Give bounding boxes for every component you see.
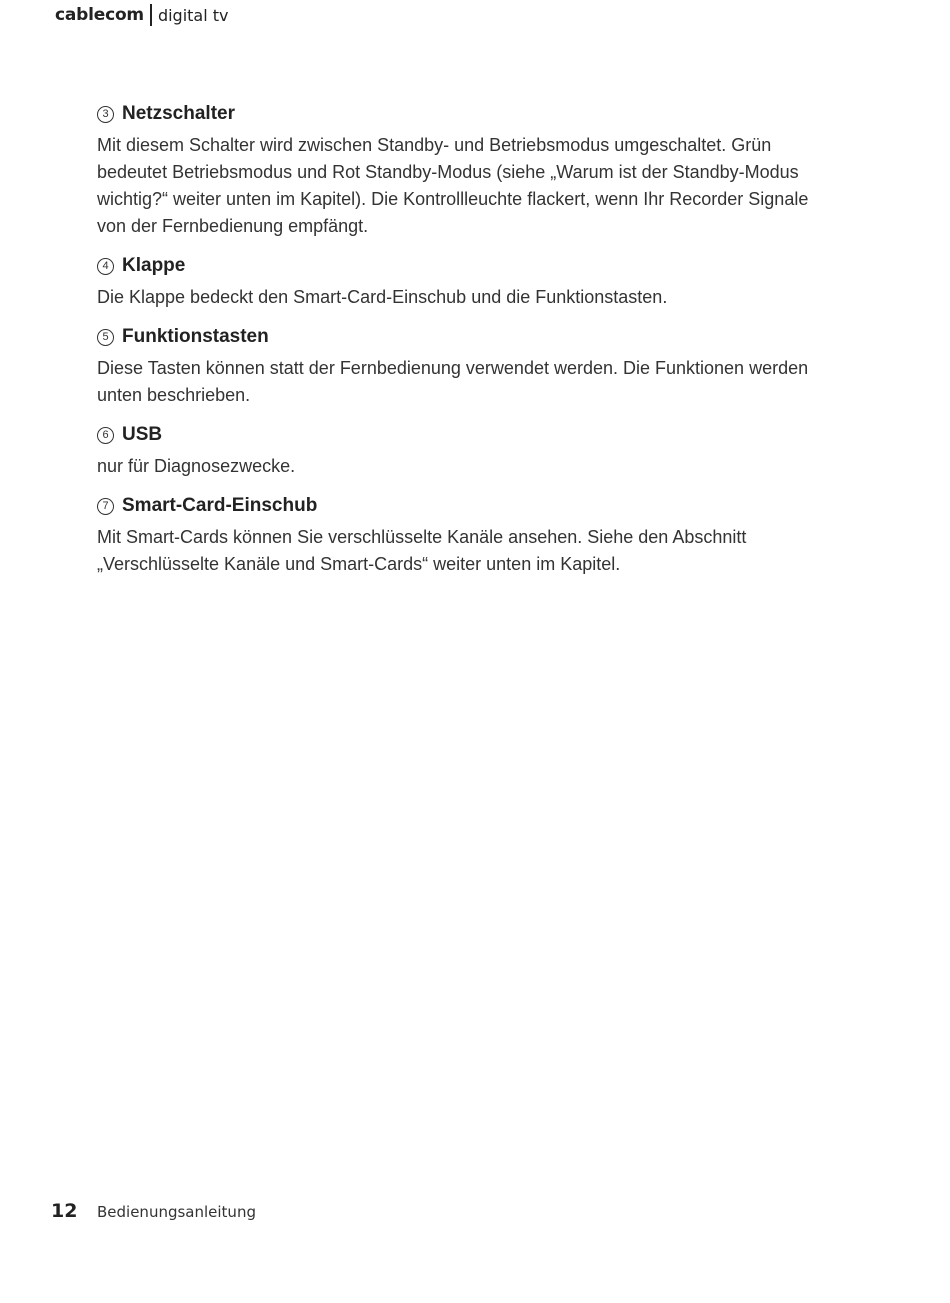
section-body: Mit Smart-Cards können Sie verschlüsselte Kanäle ansehen. Siehe den Abschnitt „Verschlüsselte Kanäle und Smart-Cards“ weiter unten im Kapitel. xyxy=(97,527,747,574)
section-body: Die Klappe bedeckt den Smart-Card-Einschub und die Funktionstasten. xyxy=(97,287,668,307)
main-content xyxy=(97,98,837,588)
page-footer xyxy=(51,1200,256,1222)
circled-number-icon: 6 xyxy=(97,427,114,444)
section-klappe xyxy=(97,250,837,311)
section-title: Netzschalter xyxy=(122,103,235,124)
section-heading xyxy=(97,419,837,451)
circled-number-icon: 4 xyxy=(97,258,114,275)
section-smart-card-einschub xyxy=(97,490,837,578)
section-title: Funktionstasten xyxy=(122,326,269,347)
section-title: Smart-Card-Einschub xyxy=(122,495,318,516)
section-title: USB xyxy=(122,424,163,445)
brand-divider xyxy=(150,4,152,26)
section-body: nur für Diagnosezwecke. xyxy=(97,456,296,476)
page-header xyxy=(55,3,229,27)
section-funktionstasten xyxy=(97,321,837,409)
circled-number-icon: 7 xyxy=(97,498,114,515)
footer-label: Bedienungsanleitung xyxy=(97,1203,256,1221)
section-heading xyxy=(97,490,837,522)
section-usb xyxy=(97,419,837,480)
section-heading xyxy=(97,98,837,130)
brand-subtitle: digital tv xyxy=(157,5,229,25)
section-heading xyxy=(97,250,837,282)
brand-logo: cablecom xyxy=(55,5,144,25)
circled-number-icon: 3 xyxy=(97,106,114,123)
section-netzschalter xyxy=(97,98,837,240)
section-body: Diese Tasten können statt der Fernbedienung verwendet werden. Die Funktionen werden unten beschrieben. xyxy=(97,358,809,405)
section-title: Klappe xyxy=(122,255,186,276)
section-body: Mit diesem Schalter wird zwischen Standby- und Betriebsmodus umgeschaltet. Grün bedeutet Betriebsmodus und Rot Standby-Modus (siehe „Warum ist der Standby-Modus wichtig?“ weiter unten im Kapitel). Die Kontrollleuchte flackert, wenn Ihr Recorder Signale von der Fernbedienung empfängt. xyxy=(97,135,809,236)
circled-number-icon: 5 xyxy=(97,329,114,346)
section-heading xyxy=(97,321,837,353)
page-number: 12 xyxy=(51,1200,78,1222)
